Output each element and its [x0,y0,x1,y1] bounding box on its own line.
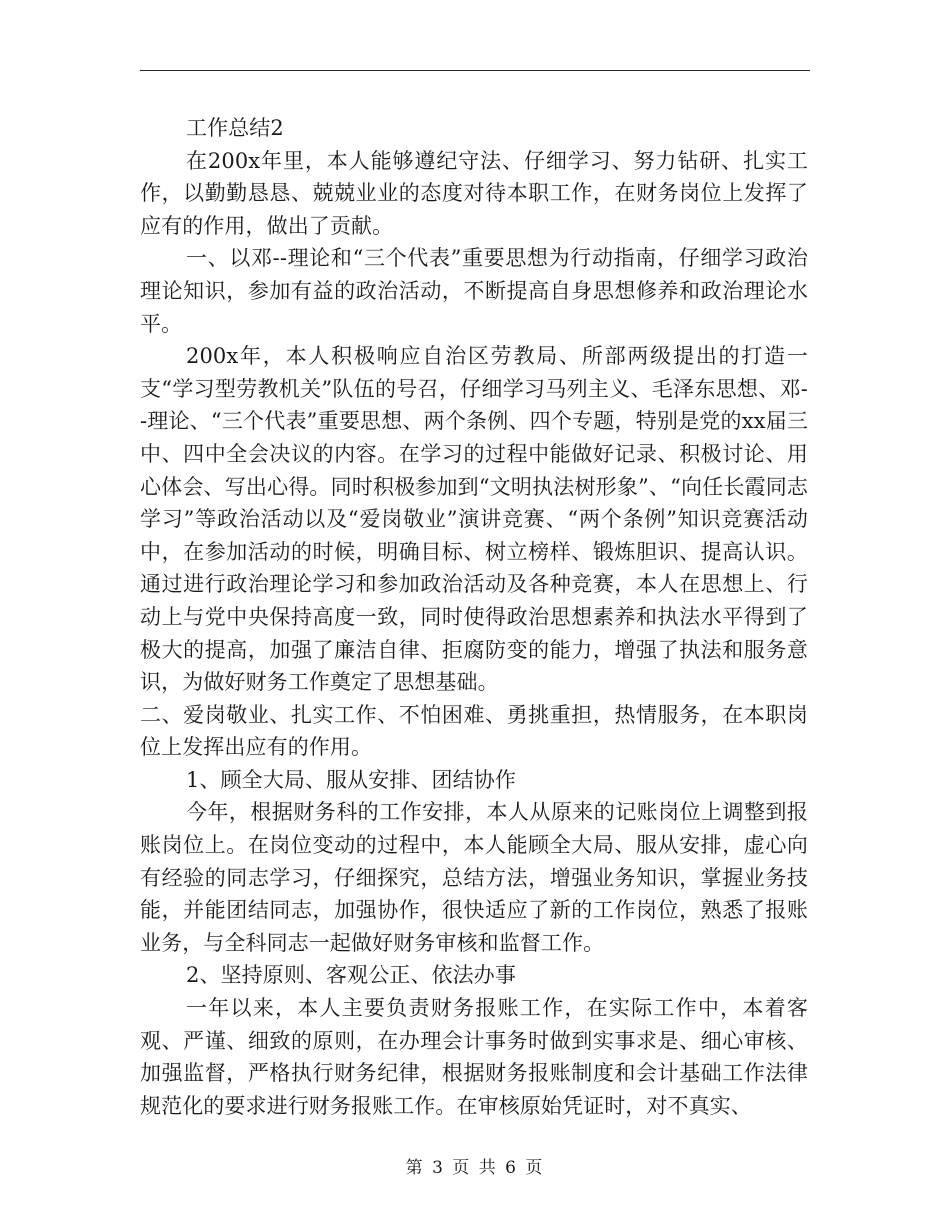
paragraph-reimbursement: 一年以来，本人主要负责财务报账工作，在实际工作中，本着客观、严谨、细致的原则，在办理会计事务时做到实事求是、细心审核、加强监督，严格执行财务纪律，根据财务报账制度和会计基础工作法律规范化的要求进行财务报账工作。在审核原始凭证时，对不真实、 [140,996,808,1118]
subheading-one: 1、顾全大局、服从安排、团结协作 [186,767,516,792]
header-rule [140,70,810,71]
section-title: 工作总结2 [186,116,284,140]
subheading-two: 2、坚持原则、客观公正、依法办事 [186,963,516,988]
paragraph-heading-one: 一、以邓--理论和“三个代表”重要思想为行动指南，仔细学习政治理论知识，参加有益的政治活动，不断提高自身思想修养和政治理论水平。 [140,246,808,336]
document-body [140,112,808,1122]
paragraph-position-change: 今年，根据财务科的工作安排，本人从原来的记账岗位上调整到报账岗位上。在岗位变动的过程中，本人能顾全大局、服从安排，虚心向有经验的同志学习，仔细探究，总结方法，增强业务知识，掌握业务技能，并能团结同志，加强协作，很快适应了新的工作岗位，熟悉了报账业务，与全科同志一起做好财务审核和监督工作。 [140,800,808,955]
paragraph-heading-two: 二、爱岗敬业、扎实工作、不怕困难、勇挑重担，热情服务，在本职岗位上发挥出应有的作用。 [140,702,808,760]
paragraph-study: 200x年，本人积极响应自治区劳教局、所部两级提出的打造一支“学习型劳教机关”队伍的号召，仔细学习马列主义、毛泽东思想、邓--理论、“三个代表”重要思想、两个条例、四个专题，特别是党的xx届三中、四中全会决议的内容。在学习的过程中能做好记录、积极讨论、用心体会、写出心得。同时积极参加到“文明执法树形象”、“向任长霞同志学习”等政治活动以及“爱岗敬业”演讲竞赛、“两个条例”知识竞赛活动中，在参加活动的时候，明确目标、树立榜样、锻炼胆识、提高认识。 通过进行政治理论学习和参加政治活动及各种竞赛，本人在思想上、行动上与党中央保持高度一致，同时使得政治思想素养和执法水平得到了极大的提高，加强了廉洁自律、拒腐防变的能力，增强了执法和服务意识，为做好财务工作奠定了思想基础。 [140,344,808,695]
page-footer: 第 3 页 共 6 页 [405,1158,545,1178]
paragraph-intro: 在200x年里，本人能够遵纪守法、仔细学习、努力钻研、扎实工作，以勤勤恳恳、兢兢业业的态度对待本职工作，在财务岗位上发挥了应有的作用，做出了贡献。 [140,148,808,238]
